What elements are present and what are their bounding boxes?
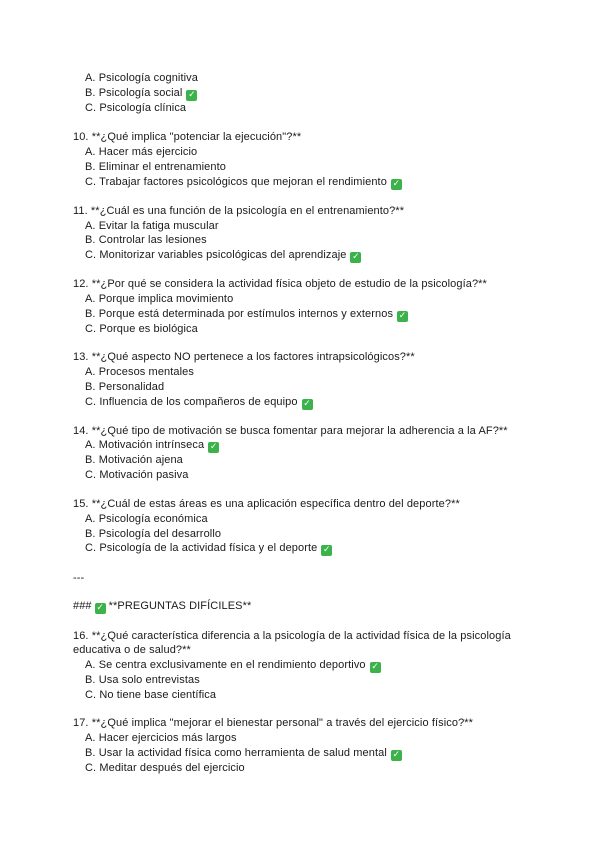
check-mark-icon: ✓: [188, 90, 196, 100]
q16-option-b: B. Usa solo entrevistas: [85, 674, 200, 686]
q14-option-c: C. Motivación pasiva: [85, 469, 189, 481]
q11-option-c: C. Monitorizar variables psicológicas del aprendizaje ✓: [85, 249, 360, 262]
q13-option-b: B. Personalidad: [85, 381, 165, 393]
q13-question: 13. **¿Qué aspecto NO pertenece a los factores intrapsicológicos?**: [73, 351, 415, 363]
q12-option-c: C. Porque es biológica: [85, 323, 198, 335]
q14-question: 14. **¿Qué tipo de motivación se busca fomentar para mejorar la adherencia a la AF?**: [73, 425, 508, 437]
q10-option-b: B. Eliminar el entrenamiento: [85, 161, 226, 173]
check-mark-icon: ✓: [323, 545, 331, 555]
check-mark-icon: ✓: [303, 399, 311, 409]
q15-option-a: A. Psicología económica: [85, 513, 208, 525]
q15-question: 15. **¿Cuál de estas áreas es una aplicación específica dentro del deporte?**: [73, 498, 460, 510]
q12-question: 12. **¿Por qué se considera la actividad física objeto de estudio de la psicología?**: [73, 278, 487, 290]
q16-question-line-1: 16. **¿Qué característica diferencia a la psicología de la actividad física de la psicología: [73, 630, 511, 642]
section-heading: ### ✓ **PREGUNTAS DIFÍCILES**: [73, 600, 252, 613]
q17-option-a: A. Hacer ejercicios más largos: [85, 732, 237, 744]
q15-option-b: B. Psicología del desarrollo: [85, 528, 222, 540]
check-mark-icon: ✓: [209, 442, 218, 452]
q16-question-line-2: educativa o de salud?**: [73, 644, 191, 656]
check-mark-icon: ✓: [392, 179, 401, 189]
q11-option-b: B. Controlar las lesiones: [85, 234, 207, 246]
q10-question: 10. **¿Qué implica "potenciar la ejecución"?**: [73, 131, 302, 143]
separator: ---: [73, 572, 85, 584]
q16-option-c: C. No tiene base científica: [85, 689, 217, 701]
q11-option-a: A. Evitar la fatiga muscular: [85, 220, 219, 232]
q10-option-c: C. Trabajar factores psicológicos que mejoran el rendimiento ✓: [85, 176, 401, 189]
q17-option-c: C. Meditar después del ejercicio: [85, 762, 245, 774]
q14-option-b: B. Motivación ajena: [85, 454, 183, 466]
q9-option-c: C. Psicología clínica: [85, 102, 187, 114]
q11-question: 11. **¿Cuál es una función de la psicología en el entrenamiento?**: [73, 205, 405, 217]
check-mark-icon: ✓: [352, 252, 360, 262]
q9-option-a: A. Psicología cognitiva: [85, 72, 198, 84]
q16-option-a: A. Se centra exclusivamente en el rendimiento deportivo ✓: [85, 659, 379, 672]
check-mark-icon: ✓: [392, 750, 401, 760]
q17-question: 17. **¿Qué implica "mejorar el bienestar personal" a través del ejercicio físico?**: [73, 717, 474, 729]
check-mark-icon: ✓: [371, 662, 379, 672]
q9-option-b: B. Psicología social ✓: [85, 87, 196, 100]
check-mark-icon: ✓: [96, 603, 104, 613]
q15-option-c: C. Psicología de la actividad física y el deporte ✓: [85, 542, 331, 555]
q10-option-a: A. Hacer más ejercicio: [85, 146, 198, 158]
q12-option-b: B. Porque está determinada por estímulos internos y externos ✓: [85, 308, 407, 321]
q14-option-a: A. Motivación intrínseca ✓: [85, 439, 218, 452]
q17-option-b: B. Usar la actividad física como herramienta de salud mental ✓: [85, 747, 401, 760]
q12-option-a: A. Porque implica movimiento: [85, 293, 234, 305]
check-mark-icon: ✓: [398, 311, 407, 321]
q13-option-c: C. Influencia de los compañeros de equipo ✓: [85, 396, 311, 409]
q13-option-a: A. Procesos mentales: [85, 366, 194, 378]
